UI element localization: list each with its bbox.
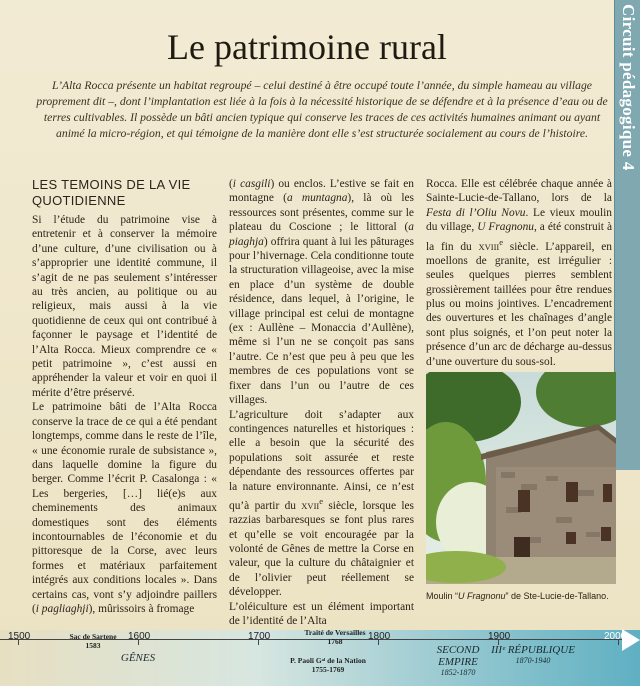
timeline-year: 1800 [368, 631, 391, 642]
timeline-year: 1500 [8, 631, 31, 642]
paragraph: L’agriculture doit s’adapter aux contingences naturelles et historiques : elle a besoin que la sécurité des populations soit assurée et reste dépendante des ressources offertes par la nature environnante. Ainsi, ce n’est qu’à partir du XVIIe siècle, lorsque les razzias barbaresques se font plus rares et qu’elle se voit encouragée par la volonté de Gênes de mettre la Corse en valeur, que la culture du châtaignier et de l’olivier peut réellement se développer. [229, 408, 414, 599]
paragraph: Si l’étude du patrimoine vise à entretenir et à conserver la mémoire d’une culture, d’une civilisation ou à s’approprier une identité commune, il s’agit de ne pas seulement s’intéresser au très ancien, au politique ou au religieux, mais aussi à la vie quotidienne de ceux qui ont contribué à façonner le paysage et l’identité de l’Alta Rocca. Mieux comprendre ce « petit patrimoine », c’est aussi en appréhender la valeur et voir en quoi il mérite d’être préservé. [32, 214, 217, 399]
mill-photo [426, 372, 616, 584]
timeline-period: GÊNES [120, 652, 156, 664]
circuit-tab [614, 0, 640, 470]
timeline-period: IIIᵉ RÉPUBLIQUE 1870-1940 [491, 644, 575, 665]
paragraph: L’oléiculture est un élément important de l’identité de l’Alta [229, 600, 414, 627]
paragraph: (i casgili) ou enclos. L’estive se fait en montagne (a muntagna), là où les ressources sont présentes, comme sur le plateau du Coscione ; le littoral (a piaghja) offrira quant à lui les pâturages pour l’hivernage. Cela conditionne toute la structuration villageoise, avec la mise en place d’un système de double résidence, dans lequel, à l’origine, le village principal est celui de montagne (ex : Aullène – Monaccia d’Aullène), même si l’un ne se conçoit pas sans l’autre. Ce n’est que peu à peu que les membres de ces populations vont se fixer dans l’un ou l’autre de ces villages. [229, 178, 414, 407]
timeline-period: SECOND EMPIRE 1852-1870 [436, 644, 480, 677]
page-title: Le patrimoine rural [167, 27, 447, 67]
timeline-year: 1600 [128, 631, 151, 642]
timeline-event: Traité de Versailles 1768 [304, 628, 366, 646]
column-1 [32, 177, 217, 616]
timeline-year: 1900 [488, 631, 511, 642]
circuit-tab-label: Circuit pédagogique 4 [619, 4, 638, 171]
mill-illustration [426, 372, 616, 584]
section-title: LES TEMOINS DE LA VIE QUOTIDIENNE [32, 177, 191, 208]
timeline-event: P. Paoli Gᵃˡ de la Nation 1755-1769 [290, 656, 366, 674]
paragraph: Rocca. Elle est célébrée chaque année à Sainte-Lucie-de-Tallano, lors de la Festa di l’Oliu Novu. Le vieux moulin du village, U Fragnonu, a été construit à la fin du XVIIIe siècle. L’appareil, en moellons de granite, est irrégulier : seules quelques pierres semblent grossièrement taillées pour être rendues plus ou moins jointives. L’encadrement des ouvertures et les chaînages d’angle sont plus soignés, et l’on peut noter la présence d’un arc de décharge au-dessus d’une ouverture du sous-sol. [426, 178, 612, 368]
paragraph: Le patrimoine bâti de l’Alta Rocca conserve la trace de ce qui a été pendant longtemps, comme dans le reste de l’île, « une économie rurale de subsistance », dans laquelle domine la figure du berger. Comme l’écrit P. Casalonga : « Les bergeries, […] lié(e)s aux cheminements des animaux domestiques sont des éléments incontournables de l’économie et du pittoresque de la Corse, avec leurs formes et matériaux parfaitement intégrés aux conditions locales ». Dans certains cas, vont s’y adjoindre paillers (i pagliaghji), mûrissoirs à fromage [32, 401, 217, 615]
column-2 [229, 177, 414, 628]
column-3 [426, 177, 612, 369]
timeline-year: 2000 [604, 631, 627, 642]
timeline-year: 1700 [248, 631, 271, 642]
timeline [0, 624, 640, 686]
timeline-event: Sac de Sartene 1583 [69, 632, 117, 650]
photo-caption: Moulin “U Fragnonu” de Ste-Lucie-de-Tallano. [426, 591, 609, 601]
intro-paragraph: L’Alta Rocca présente un habitat regroupé – celui destiné à être occupé toute l’année, du simple hameau au village proprement dit –, dont l’implantation est liée à la fois à la nécessité historique de se défendre et à la présence d’eau ou de terres cultivables. Il possède un bâti ancien typique qui conserve les traces de ces activités humaines animant ou ayant animé la micro-région, et qui témoigne de la manière dont elle s’est structurée socialement au cours de l’histoire. [36, 79, 608, 140]
